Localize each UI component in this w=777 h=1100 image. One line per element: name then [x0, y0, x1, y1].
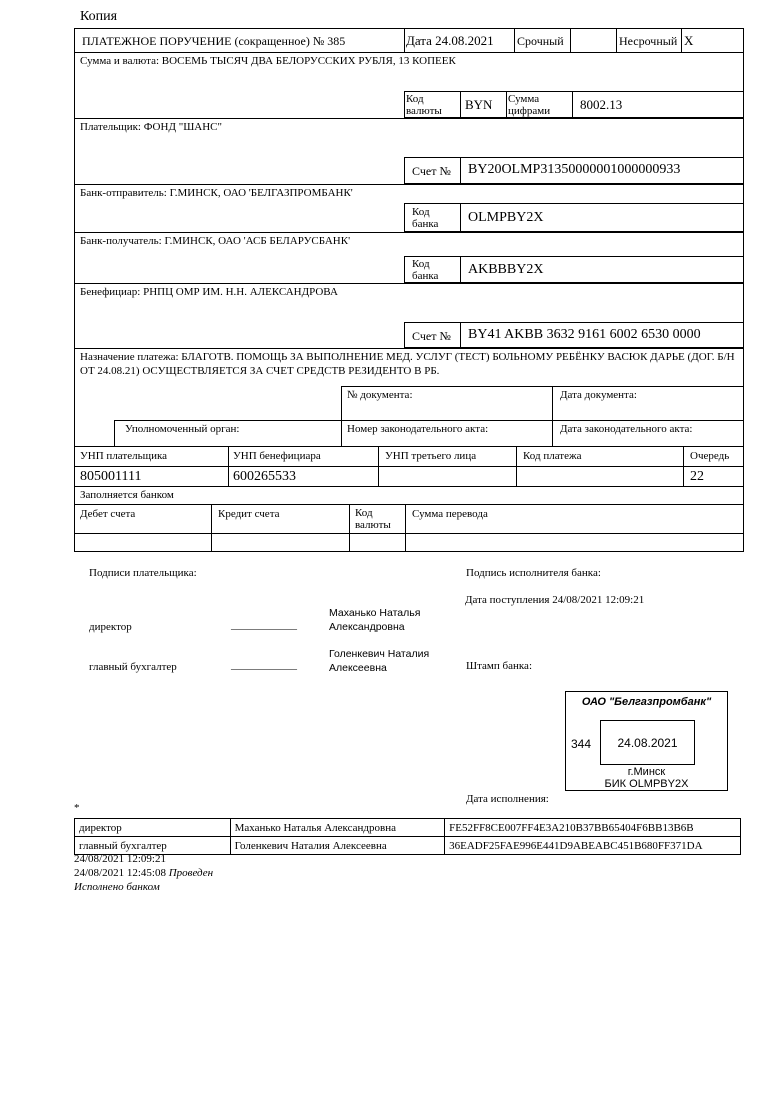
stamp-date: 24.08.2021 — [617, 736, 678, 750]
doc-date-label: Дата документа: — [560, 389, 637, 401]
beneficiary-label: Бенефициар: РНПЦ ОМР ИМ. Н.Н. АЛЕКСАНДРОВА — [80, 286, 338, 298]
sig-role: главный бухгалтер — [75, 837, 231, 855]
currency-code-label: Код валюты — [406, 93, 442, 117]
footer-status: Проведен — [168, 867, 214, 879]
amount-digits-label: Сумма цифрами — [508, 93, 551, 117]
stamp-bank-name: ОАО "Белгазпромбанк" — [581, 696, 712, 708]
footer-line-2-time: 24/08/2021 12:45:08 — [74, 867, 166, 879]
queue-value: 22 — [690, 469, 704, 484]
receiver-bank-code-cell — [404, 256, 744, 283]
transfer-amount-label: Сумма перевода — [412, 508, 488, 520]
receiver-bank-code-label: Код банка — [412, 258, 439, 282]
sig-hash: 36EADF25FAE996E441D9ABEABC451B680FF371DA — [445, 837, 741, 855]
signature-table — [74, 818, 741, 855]
sender-bank-code-label: Код банка — [412, 206, 439, 230]
act-number-label: Номер законодательного акта: — [347, 423, 489, 435]
amount-digits: 8002.13 — [580, 97, 623, 112]
payment-purpose: Назначение платежа: БЛАГОТВ. ПОМОЩЬ ЗА ВЫПОЛНЕНИЕ МЕД. УСЛУГ (ТЕСТ) БОЛЬНОМУ РЕБЁНКУ ВАСЮК ДАРЬЕ (ДОГ. Б/Н ОТ 24.08.21) ОСУЩЕСТВЛЯЕТСЯ ЗА СЧЕТ СРЕДСТВ РЕЗИДЕНТО В РБ. — [80, 351, 735, 377]
third-party-unp-label: УНП третьего лица — [385, 450, 477, 462]
sender-bank-label: Банк-отправитель: Г.МИНСК, ОАО 'БЕЛГАЗПРОМБАНК' — [80, 187, 353, 199]
sig-name: Голенкевич Наталия Алексеевна — [230, 837, 444, 855]
sender-bank-code-cell — [404, 203, 744, 232]
sig-name: Маханько Наталья Александровна — [230, 819, 444, 837]
table-row — [75, 837, 741, 855]
director-name: Маханько Наталья Александровна — [329, 607, 421, 633]
payer-label: Плательщик: ФОНД "ШАНС" — [80, 121, 223, 133]
beneficiary-account: BY41 AKBB 3632 9161 6002 6530 0000 — [468, 327, 701, 342]
payer-signatures-label: Подписи плательщика: — [89, 567, 197, 579]
asterisk-note: * — [74, 802, 80, 814]
beneficiary-unp: 600265533 — [233, 469, 296, 484]
urgent-label: Срочный — [517, 34, 564, 48]
sig-role: директор — [75, 819, 231, 837]
stamp-city: г.Минск — [627, 766, 666, 778]
payment-code-label: Код платежа — [523, 450, 582, 462]
order-title: ПЛАТЕЖНОЕ ПОРУЧЕНИЕ (сокращенное) № 385 — [82, 34, 346, 48]
beneficiary-unp-label: УНП бенефициара — [233, 450, 321, 462]
footer-line-2 — [74, 867, 213, 879]
receiver-bank-code: AKBBBY2X — [468, 262, 544, 277]
doc-number-label: № документа: — [347, 389, 413, 401]
transfer-currency-label: Код валюты — [355, 507, 391, 531]
beneficiary-account-label: Счет № — [412, 329, 451, 343]
stamp-number: 344 — [571, 737, 592, 751]
execution-date-label: Дата исполнения: — [466, 793, 549, 805]
accountant-label: главный бухгалтер — [89, 661, 177, 673]
nonurgent-mark: X — [684, 33, 694, 48]
payer-account-label: Счет № — [412, 164, 451, 178]
credit-label: Кредит счета — [218, 508, 280, 520]
director-signature-line: ____________ — [231, 619, 297, 631]
authority-label: Уполномоченный орган: — [125, 423, 240, 435]
bank-signature-label: Подпись исполнителя банка: — [466, 567, 601, 579]
stamp-label: Штамп банка: — [466, 660, 532, 672]
amount-words: Сумма и валюта: ВОСЕМЬ ТЫСЯЧ ДВА БЕЛОРУССКИХ РУБЛЯ, 13 КОПЕЕК — [80, 55, 456, 67]
received-date: Дата поступления 24/08/2021 12:09:21 — [465, 594, 645, 606]
payer-account: BY20OLMP31350000001000000933 — [468, 162, 681, 177]
act-date-label: Дата законодательного акта: — [560, 423, 693, 435]
nonurgent-label: Несрочный — [619, 34, 678, 48]
currency-value: BYN — [465, 97, 493, 112]
sig-hash: FE52FF8CE007FF4E3A210B37BB65404F6BB13B6B — [445, 819, 741, 837]
director-label: директор — [89, 621, 132, 633]
footer-line-3: Исполнено банком — [74, 881, 160, 893]
stamp-bic: БИК OLMPBY2X — [604, 778, 689, 790]
payer-unp-label: УНП плательщика — [80, 450, 168, 462]
bank-section-label: Заполняется банком — [80, 489, 174, 501]
debit-label: Дебет счета — [80, 508, 136, 520]
queue-label: Очередь — [690, 450, 730, 462]
payer-unp: 805001111 — [80, 469, 142, 484]
footer-line-1: 24/08/2021 12:09:21 — [74, 853, 166, 865]
table-row — [75, 819, 741, 837]
accountant-signature-line: ____________ — [231, 659, 297, 671]
accountant-name: Голенкевич Наталия Алексеевна — [329, 648, 430, 674]
order-date: Дата 24.08.2021 — [406, 33, 494, 48]
copy-label: Копия — [80, 9, 118, 24]
sender-bank-code: OLMPBY2X — [468, 210, 544, 225]
receiver-bank-label: Банк-получатель: Г.МИНСК, ОАО 'АСБ БЕЛАРУСБАНК' — [80, 235, 351, 247]
